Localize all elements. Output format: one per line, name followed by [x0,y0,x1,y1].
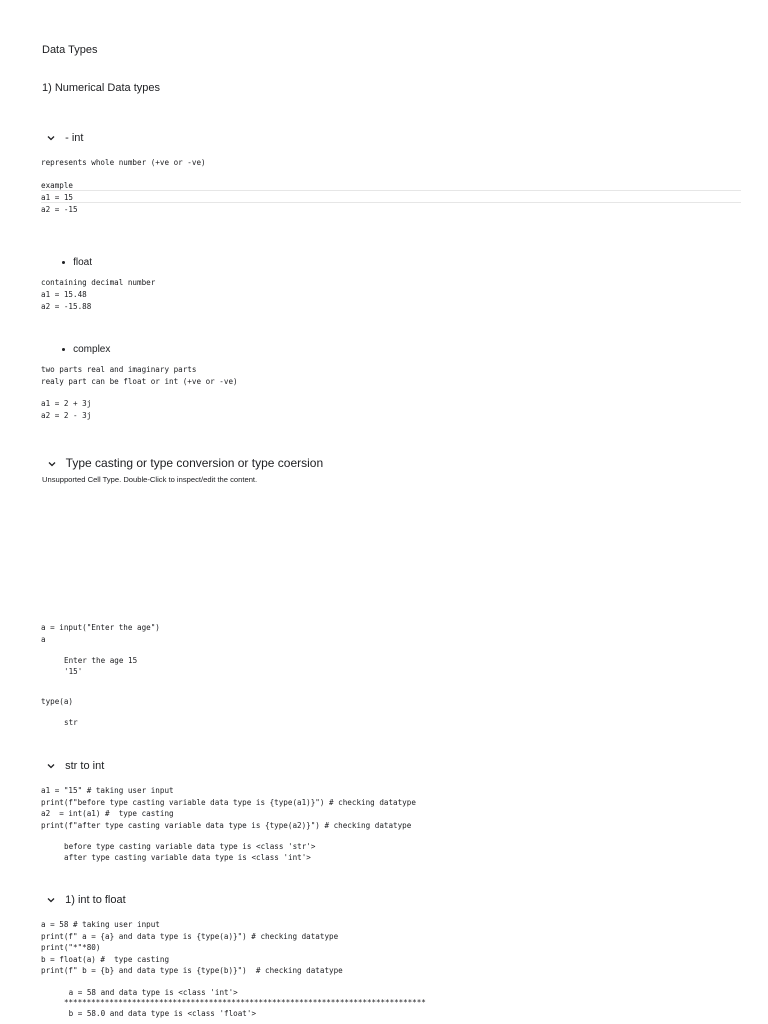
chevron-down-icon[interactable] [46,761,56,771]
str-to-int-heading: str to int [65,760,105,772]
str-to-int-section-header[interactable] [40,748,104,772]
chevron-down-icon[interactable] [46,133,56,143]
int-a1: a1 = 15 [41,193,74,202]
type-cell-code: type(a) [41,697,74,706]
int-to-float-output-3: b = 58.0 and data type is <class 'float'> [64,1009,257,1018]
chevron-down-icon[interactable] [46,895,56,905]
int-to-float-section-header[interactable] [40,882,126,906]
int-to-float-line-3: print("*"*80) [41,943,101,952]
str-to-int-line-1: a1 = "15" # taking user input [41,786,174,795]
complex-bullet [56,331,110,355]
numerical-heading: 1) Numerical Data types [42,82,160,94]
int-to-float-line-4: b = float(a) # type casting [41,955,170,964]
bullet-icon [62,348,65,351]
divider [41,190,741,191]
str-to-int-line-4: print(f"after type casting variable data type is {type(a2)}") # checking datatype [41,821,412,830]
str-to-int-output-1: before type casting variable data type is <class 'str'> [64,842,316,851]
complex-heading: complex [73,344,111,355]
float-desc: containing decimal number [41,278,156,287]
complex-desc-2: realy part can be float or int (+ve or -ve) [41,377,238,386]
input-cell-line-2: a [41,635,46,644]
int-to-float-output-1: a = 58 and data type is <class 'int'> [64,988,238,997]
int-a2: a2 = -15 [41,205,78,214]
page-title: Data Types [42,44,98,56]
str-to-int-line-3: a2 = int(a1) # type casting [41,809,174,818]
int-to-float-heading: 1) int to float [65,894,126,906]
complex-a1: a1 = 2 + 3j [41,399,92,408]
unsupported-cell-message[interactable]: Unsupported Cell Type. Double-Click to inspect/edit the content. [42,475,258,484]
float-heading: float [73,257,93,268]
str-to-int-line-2: print(f"before type casting variable data type is {type(a1)}") # checking datatype [41,798,416,807]
chevron-down-icon[interactable] [47,459,57,469]
input-cell-output-2: '15' [64,667,83,676]
complex-desc-1: two parts real and imaginary parts [41,365,197,374]
divider [41,202,741,203]
float-a2: a2 = -15.88 [41,302,92,311]
typecast-section-header[interactable] [40,442,323,470]
int-to-float-line-5: print(f" b = {b} and data type is {type(b)}") # checking datatype [41,966,343,975]
float-bullet [56,244,92,268]
input-cell-line-1: a = input("Enter the age") [41,623,160,632]
complex-a2: a2 = 2 - 3j [41,411,92,420]
int-to-float-line-2: print(f" a = {a} and data type is {type(a)}") # checking datatype [41,932,339,941]
int-example-label: example [41,181,74,190]
int-section-header[interactable] [40,120,83,144]
type-cell-output: str [64,718,78,727]
float-a1: a1 = 15.48 [41,290,87,299]
typecast-heading: Type casting or type conversion or type coersion [65,456,324,470]
int-heading: - int [65,132,84,144]
str-to-int-output-2: after type casting variable data type is <class 'int'> [64,853,311,862]
int-to-float-output-2: ******************************************************************************** [64,998,426,1007]
input-cell-output-1: Enter the age 15 [64,656,138,665]
int-desc: represents whole number (+ve or -ve) [41,158,206,167]
int-to-float-line-1: a = 58 # taking user input [41,920,160,929]
bullet-icon [62,261,65,264]
